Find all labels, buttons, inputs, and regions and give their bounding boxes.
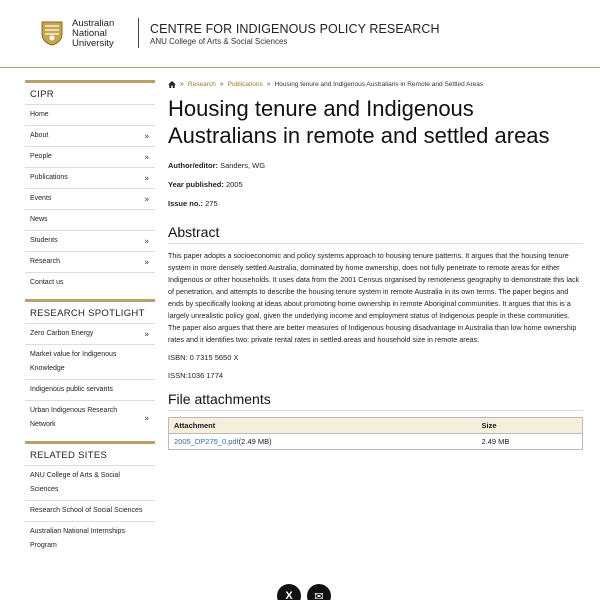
breadcrumb-publications-link[interactable]: Publications xyxy=(227,80,263,88)
sidebar-item[interactable] xyxy=(25,209,155,230)
year-value: 2005 xyxy=(223,180,243,189)
spotlight-item-label: Indigenous public servants xyxy=(30,386,113,393)
related-site-item-label: Research School of Social Sciences xyxy=(30,507,143,514)
sidebar-item-label: Publications xyxy=(30,174,68,181)
sidebar-heading-spotlight: RESEARCH SPOTLIGHT xyxy=(25,299,155,323)
email-icon[interactable]: ✉ xyxy=(307,584,331,600)
attachment-column-header: Attachment xyxy=(169,418,477,434)
issue-meta xyxy=(168,199,583,209)
site-title[interactable]: CENTRE FOR INDIGENOUS POLICY RESEARCH xyxy=(150,22,440,36)
breadcrumb-research-link[interactable]: Research xyxy=(187,80,216,88)
spotlight-item[interactable] xyxy=(25,400,155,435)
spotlight-item[interactable] xyxy=(25,379,155,400)
attachments-table xyxy=(168,417,583,450)
sidebar-cipr-section xyxy=(25,80,155,293)
pdf-attachment-link[interactable]: 2005_DP275_0.pdf xyxy=(174,437,239,446)
anu-crest-icon[interactable] xyxy=(40,20,64,46)
size-column-header: Size xyxy=(477,418,583,434)
related-site-item-label: Australian National Internships Program xyxy=(30,528,125,549)
related-site-item[interactable] xyxy=(25,465,155,500)
attachment-cell xyxy=(169,434,477,450)
sidebar-item-label: Students xyxy=(30,237,58,244)
sidebar-item-label: Events xyxy=(30,195,52,202)
related-site-item[interactable] xyxy=(25,500,155,521)
page-title: Housing tenure and Indigenous Australians in remote and settled areas xyxy=(168,96,550,148)
chevron-right-icon[interactable]: » xyxy=(144,329,149,339)
issue-value: 275 xyxy=(203,199,218,208)
chevron-right-icon[interactable]: » xyxy=(144,152,149,162)
sidebar xyxy=(25,80,155,562)
sidebar-item[interactable] xyxy=(25,167,155,188)
sidebar-item-label: Research xyxy=(30,258,60,265)
anu-name-line3: University xyxy=(72,38,114,49)
attachments-header-row xyxy=(169,418,583,434)
size-cell: 2.49 MB xyxy=(481,437,510,446)
author-label: Author/editor: xyxy=(168,161,218,170)
chevron-right-icon[interactable]: » xyxy=(144,194,149,204)
site-header xyxy=(0,0,600,68)
sidebar-item[interactable] xyxy=(25,230,155,251)
social-links xyxy=(277,584,331,600)
anu-name-line1: Australian xyxy=(72,18,115,29)
sidebar-item[interactable] xyxy=(25,146,155,167)
file-attachments-heading: File attachments xyxy=(168,391,583,411)
abstract-heading: Abstract xyxy=(168,224,583,244)
breadcrumb xyxy=(168,78,583,90)
sidebar-item[interactable] xyxy=(25,125,155,146)
sidebar-heading-related: RELATED SITES xyxy=(25,441,155,465)
year-label: Year published: xyxy=(168,180,224,189)
sidebar-item-label: Home xyxy=(30,111,49,118)
main-content xyxy=(168,78,583,450)
spotlight-item[interactable] xyxy=(25,323,155,344)
sidebar-item-label: News xyxy=(30,216,48,223)
header-divider xyxy=(138,18,139,48)
chevron-right-icon[interactable]: » xyxy=(144,413,149,423)
home-icon[interactable] xyxy=(168,81,176,88)
breadcrumb-separator: » xyxy=(219,80,224,88)
table-row xyxy=(169,434,583,450)
anu-logo-text[interactable] xyxy=(72,19,114,49)
year-meta xyxy=(168,180,583,190)
breadcrumb-current: Housing tenure and Indigenous Australians in Remote and Settled Areas xyxy=(274,80,484,88)
x-twitter-icon[interactable]: X xyxy=(277,584,301,600)
abstract-text: This paper adopts a socioeconomic and policy systems approach to housing tenure patterns. It argues that the housing tenure system in more densely settled Australia, dominated by home ownership, does not fully penetrate to remote areas for either Indigenous or other households. It uses data from the 2001 Census organised by remoteness geography to demonstrate this lack of penetration, and attempts to describe the housing tenure system in remote Australia in its own terms. The paper begins and ends by specifically looking at ideas about promoting home ownership in remote Aboriginal communities. It argues that this is a largely unrealistic policy goal, given the underlying income and employment status of Indigenous people in these communities. The paper also argues that there are better measures of Indigenous housing disadvantage in Australia than low home ownership rates and it identifies two: private rental rates in settled areas and household size in remote areas. xyxy=(168,251,580,344)
sidebar-item-label: Contact us xyxy=(30,279,64,286)
related-site-item[interactable] xyxy=(25,521,155,556)
related-site-item-label: ANU College of Arts & Social Sciences xyxy=(30,472,120,493)
isbn-text: ISBN: 0 7315 5650 X xyxy=(168,353,239,362)
issue-label: Issue no.: xyxy=(168,199,204,208)
spotlight-item-label: Zero Carbon Energy xyxy=(30,330,94,337)
chevron-right-icon[interactable]: » xyxy=(144,131,149,141)
attachment-inline-size: (2.49 MB) xyxy=(238,437,272,446)
breadcrumb-separator: » xyxy=(180,80,184,88)
issn-text: ISSN:1036 1774 xyxy=(168,371,224,380)
chevron-right-icon[interactable]: » xyxy=(144,173,149,183)
sidebar-item-label: About xyxy=(30,132,49,139)
sidebar-related-section xyxy=(25,441,155,556)
spotlight-item[interactable] xyxy=(25,344,155,379)
author-meta xyxy=(168,161,583,171)
sidebar-item[interactable] xyxy=(25,188,155,209)
breadcrumb-separator: » xyxy=(266,80,271,88)
sidebar-item[interactable] xyxy=(25,272,155,293)
author-value: Sanders, WG xyxy=(218,161,266,170)
chevron-right-icon[interactable]: » xyxy=(144,236,149,246)
sidebar-item[interactable] xyxy=(25,104,155,125)
sidebar-item[interactable] xyxy=(25,251,155,272)
spotlight-item-label: Urban Indigenous Research Network xyxy=(30,407,118,428)
site-subtitle[interactable]: ANU College of Arts & Social Sciences xyxy=(150,37,288,46)
sidebar-item-label: People xyxy=(30,153,52,160)
sidebar-spotlight-section xyxy=(25,299,155,435)
chevron-right-icon[interactable]: » xyxy=(144,257,149,267)
spotlight-item-label: Market value for Indigenous Knowledge xyxy=(30,351,117,372)
anu-name-line2: National xyxy=(72,28,107,39)
sidebar-heading-cipr: CIPR xyxy=(25,80,155,104)
